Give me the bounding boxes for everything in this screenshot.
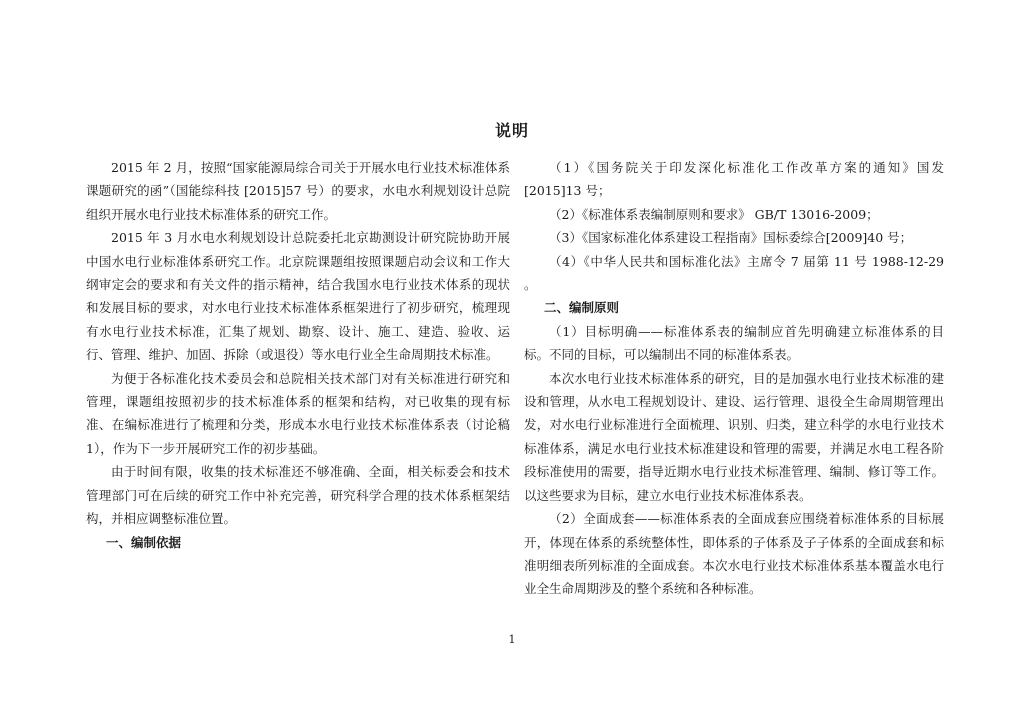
- principle-paragraph-2: 本次水电行业技术标准体系的研究，目的是加强水电行业技术标准的建设和管理，从水电工程规划设计、建设、运行管理、退役全生命周期管理出发，对水电行业标准进行全面梳理、识别、归类，建立科学的水电行业技术标准体系，满足水电行业技术标准建设和管理的需要，并满足水电工程各阶段标准使用的需要，指导近期水电行业技术标准管理、编制、修订等工作。以这些要求为目标，建立水电行业技术标准体系表。: [524, 370, 944, 503]
- page-title: 说明: [494, 121, 529, 140]
- page-number: 1: [508, 633, 516, 646]
- reference-item-3: （3）《国家标准化体系建设工程指南》国标委综合[2009]40 号；: [549, 230, 913, 246]
- right-column: [524, 156, 944, 601]
- left-paragraph-3: 为便于各标准化技术委员会和总院相关技术部门对有关标准进行研究和管理，课题组按照初步的技术标准体系的框架和结构，对已收集的现有标准、在编标准进行了梳理和分类，形成本水电行业技术标准体系表（讨论稿 1），作为下一步开展研究工作的初步基础。: [86, 370, 510, 456]
- left-column: [86, 156, 510, 554]
- reference-item-1: （1）《国务院关于印发深化标准化工作改革方案的通知》国发 [2015]13 号；: [524, 160, 944, 199]
- section-heading-principles: 二、编制原则: [544, 300, 620, 316]
- section-heading-basis: 一、编制依据: [106, 534, 182, 550]
- left-paragraph-4: 由于时间有限，收集的技术标准还不够准确、全面，相关标委会和技术管理部门可在后续的研究工作中补充完善，研究科学合理的技术体系框架结构，并相应调整标准位置。: [86, 464, 510, 527]
- left-paragraph-2: 2015 年 3 月水电水利规划设计总院委托北京勘测设计研究院协助开展中国水电行业标准体系研究工作。北京院课题组按照课题启动会议和工作大纲审定会的要求和有关文件的指示精神，结合我国水电行业技术体系的现状和发展目标的要求，对水电行业技术标准体系框架进行了初步研究，梳理现有水电行业技术标准，汇集了规划、勘察、设计、施工、建造、验收、运行、管理、维护、加固、拆除（或退役）等水电行业全生命周期技术标准。: [86, 230, 510, 363]
- principle-paragraph-3: （2）全面成套——标准体系表的全面成套应围绕着标准体系的目标展开，体现在体系的系统整体性，即体系的子体系及子子体系的全面成套和标准明细表所列标准的全面成套。本次水电行业技术标准体系基本覆盖水电行业全生命周期涉及的整个系统和各种标准。: [524, 511, 944, 597]
- principle-paragraph-1: （1）目标明确——标准体系表的编制应首先明确建立标准体系的目标。不同的目标，可以编制出不同的标准体系表。: [524, 323, 944, 363]
- left-paragraph-1: 2015 年 2 月，按照“国家能源局综合司关于开展水电行业技术标准体系课题研究的函”（国能综科技 [2015]57 号）的要求，水电水利规划设计总院组织开展水电行业技术标准体系的研究工作。: [86, 160, 510, 222]
- reference-item-2: （2）《标准体系表编制原则和要求》 GB/T 13016-2009；: [549, 206, 879, 222]
- reference-item-4: （4）《中华人民共和国标准化法》主席令 7 届第 11 号 1988-12-29 。: [524, 253, 944, 293]
